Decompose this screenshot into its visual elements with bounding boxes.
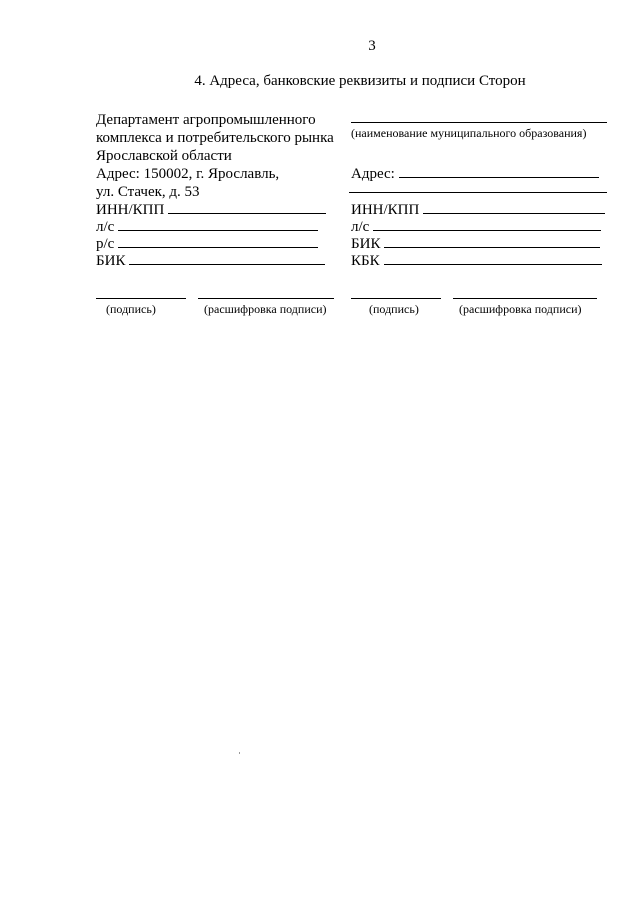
left-transcript-line — [198, 298, 334, 299]
page-number: 3 — [368, 38, 376, 54]
left-bik-blank — [129, 252, 325, 265]
right-bik-field — [351, 235, 600, 253]
left-party-address-line-2: ул. Стачек, д. 53 — [96, 184, 200, 200]
right-bik-blank — [384, 235, 600, 248]
left-bik-label: БИК — [96, 253, 126, 269]
right-ls-blank — [373, 218, 601, 231]
right-bik-label: БИК — [351, 236, 381, 252]
right-address-field — [351, 165, 599, 183]
left-signature-line — [96, 298, 186, 299]
left-signature-caption: (подпись) — [106, 302, 156, 316]
right-signature-line — [351, 298, 441, 299]
left-rs-label: р/с — [96, 236, 115, 252]
left-party-name-line-1: Департамент агропромышленного — [96, 112, 316, 128]
right-address-line-2 — [349, 192, 607, 193]
left-inn-kpp-blank — [168, 201, 326, 214]
right-transcript-caption: (расшифровка подписи) — [459, 302, 582, 316]
left-bik-field — [96, 252, 325, 270]
right-kbk-field — [351, 252, 602, 270]
right-inn-kpp-label: ИНН/КПП — [351, 202, 420, 218]
right-signature-caption: (подпись) — [369, 302, 419, 316]
left-transcript-caption: (расшифровка подписи) — [204, 302, 327, 316]
left-inn-kpp-label: ИНН/КПП — [96, 202, 165, 218]
right-party-name-caption: (наименование муниципального образования) — [351, 126, 587, 140]
right-transcript-line — [453, 298, 597, 299]
left-ls-blank — [118, 218, 318, 231]
right-party-name-line — [351, 122, 607, 123]
right-kbk-blank — [384, 252, 602, 265]
section-heading: 4. Адреса, банковские реквизиты и подписи Сторон — [194, 73, 526, 89]
right-inn-kpp-field — [351, 201, 605, 219]
right-address-blank — [399, 165, 599, 178]
right-address-label: Адрес: — [351, 166, 395, 182]
left-rs-blank — [118, 235, 318, 248]
scan-speck — [239, 752, 240, 754]
right-ls-label: л/с — [351, 219, 370, 235]
left-ls-label: л/с — [96, 219, 115, 235]
left-rs-field — [96, 235, 318, 253]
left-ls-field — [96, 218, 318, 236]
right-kbk-label: КБК — [351, 253, 380, 269]
left-party-address-line-1: Адрес: 150002, г. Ярославль, — [96, 166, 280, 182]
right-inn-kpp-blank — [423, 201, 605, 214]
left-inn-kpp-field — [96, 201, 326, 219]
left-party-name-line-3: Ярославской области — [96, 148, 232, 164]
right-ls-field — [351, 218, 601, 236]
left-party-name-line-2: комплекса и потребительского рынка — [96, 130, 334, 146]
